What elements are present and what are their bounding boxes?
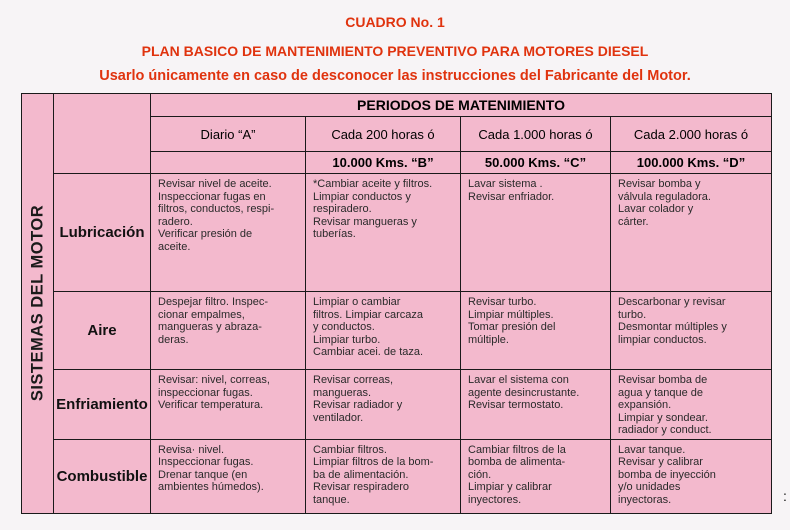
task-line: Despejar filtro. Inspec- bbox=[158, 296, 269, 308]
task-line: y conductos. bbox=[313, 321, 375, 333]
task-line: Revisar enfriador. bbox=[468, 190, 555, 203]
task-cell bbox=[306, 439, 461, 513]
task-line: limpiar conductos. bbox=[618, 333, 707, 346]
document-subtitle: PLAN BASICO DE MANTENIMIENTO PREVENTIVO PARA MOTORES DIESEL bbox=[141, 43, 649, 59]
task-line: válvula reguladora. bbox=[618, 190, 711, 203]
task-line: Limpiar y sondear. bbox=[618, 411, 708, 424]
task-cell bbox=[611, 292, 772, 370]
side-label-cell bbox=[22, 94, 54, 514]
task-line: inspeccionar fugas. bbox=[158, 386, 253, 399]
task-line: filtros. Limpiar carcaza bbox=[313, 308, 424, 321]
task-line: respiradero. bbox=[313, 203, 372, 215]
task-line: tanque. bbox=[313, 493, 350, 506]
task-line: Revisar y calibrar bbox=[618, 456, 703, 468]
system-name: Enfriamiento bbox=[54, 370, 151, 440]
task-line: Limpiar y calibrar bbox=[468, 481, 552, 493]
task-cell bbox=[306, 370, 461, 440]
task-line: Revisar: nivel, correas, bbox=[158, 374, 270, 386]
task-cell bbox=[461, 439, 611, 513]
task-line: Revisar termostato. bbox=[468, 399, 564, 411]
task-cell bbox=[461, 370, 611, 440]
task-line: ba de alimentación. bbox=[313, 468, 409, 481]
system-row bbox=[22, 292, 772, 370]
column-header-d: Cada 2.000 horas ó bbox=[611, 117, 772, 152]
task-line: Inspeccionar fugas. bbox=[158, 456, 254, 468]
task-line: Cambiar filtros de la bbox=[468, 443, 566, 456]
system-row bbox=[22, 370, 772, 440]
task-line: Verificar temperatura. bbox=[158, 399, 264, 411]
system-row bbox=[22, 439, 772, 513]
task-line: inyectoras. bbox=[618, 493, 672, 506]
task-line: ambientes húmedos). bbox=[158, 481, 264, 493]
corner-cell bbox=[54, 94, 151, 174]
task-cell bbox=[151, 292, 306, 370]
column-header-a: Diario “A” bbox=[151, 117, 306, 152]
task-line: Limpiar turbo. bbox=[313, 333, 381, 346]
task-line: Revisar mangueras y bbox=[313, 215, 417, 228]
task-line: Revisa· nivel. bbox=[158, 443, 225, 456]
task-line: mangueras y abraza- bbox=[158, 321, 262, 333]
task-line: Tomar presión del bbox=[468, 321, 556, 333]
task-line: bomba de alimenta- bbox=[468, 456, 566, 468]
document-title: CUADRO No. 1 bbox=[345, 14, 445, 30]
task-line: Lavar tanque. bbox=[618, 443, 686, 456]
task-line: Lavar sistema . bbox=[468, 178, 543, 190]
task-line: ventilador. bbox=[313, 411, 364, 424]
task-line: radero. bbox=[158, 215, 193, 228]
task-line: Limpiar conductos y bbox=[313, 190, 411, 203]
task-line: mangueras. bbox=[313, 386, 372, 399]
system-row bbox=[22, 174, 772, 292]
task-line: ción. bbox=[468, 468, 492, 481]
task-line: filtros, conductos, respi- bbox=[158, 203, 275, 215]
task-line: Descarbonar y revisar bbox=[618, 296, 726, 308]
edge-mark: : bbox=[783, 488, 787, 504]
task-line: turbo. bbox=[618, 308, 647, 321]
task-line: Revisar bomba y bbox=[618, 178, 701, 190]
system-name: Lubricación bbox=[54, 174, 151, 292]
task-line: Drenar tanque (en bbox=[158, 468, 248, 481]
task-line: agente desincrustante. bbox=[468, 386, 580, 399]
maintenance-table bbox=[21, 93, 772, 514]
column-header-c: Cada 1.000 horas ó bbox=[461, 117, 611, 152]
task-cell bbox=[461, 292, 611, 370]
task-cell bbox=[611, 370, 772, 440]
task-line: Limpiar filtros de la bom- bbox=[313, 456, 434, 468]
task-line: bomba de inyección bbox=[618, 468, 716, 481]
task-line: Cambiar acei. de taza. bbox=[313, 346, 424, 358]
column-subheader-c: 50.000 Kms. “C” bbox=[461, 152, 611, 174]
task-line: agua y tanque de bbox=[618, 386, 704, 399]
side-label: SISTEMAS DEL MOTOR bbox=[28, 205, 46, 402]
task-line: Lavar colador y bbox=[618, 203, 694, 215]
task-line: y/o unidades bbox=[618, 481, 681, 493]
task-cell bbox=[306, 292, 461, 370]
task-cell bbox=[611, 174, 772, 292]
periods-header: PERIODOS DE MATENIMIENTO bbox=[151, 94, 772, 117]
task-line: Revisar respiradero bbox=[313, 481, 409, 493]
task-line: tuberías. bbox=[313, 228, 356, 240]
task-line: Revisar correas, bbox=[313, 374, 394, 386]
column-subheader-b: 10.000 Kms. “B” bbox=[306, 152, 461, 174]
column-header-b: Cada 200 horas ó bbox=[306, 117, 461, 152]
task-line: expansión. bbox=[618, 399, 672, 411]
task-line: Revisar radiador y bbox=[313, 399, 403, 411]
task-line: Lavar el sistema con bbox=[468, 374, 569, 386]
task-line: Limpiar o cambiar bbox=[313, 296, 401, 308]
task-line: aceite. bbox=[158, 240, 191, 253]
task-line: deras. bbox=[158, 333, 189, 346]
task-cell bbox=[461, 174, 611, 292]
system-name: Aire bbox=[54, 292, 151, 370]
task-line: inyectores. bbox=[468, 493, 522, 506]
system-name: Combustible bbox=[54, 439, 151, 513]
task-cell bbox=[151, 370, 306, 440]
task-line: Revisar nivel de aceite. bbox=[158, 178, 272, 190]
task-cell bbox=[151, 174, 306, 292]
task-line: cionar empalmes, bbox=[158, 308, 245, 321]
task-line: radiador y conduct. bbox=[618, 424, 712, 436]
task-line: cárter. bbox=[618, 215, 649, 228]
task-cell bbox=[306, 174, 461, 292]
document-note: Usarlo únicamente en caso de desconocer las instrucciones del Fabricante del Motor. bbox=[99, 68, 691, 84]
task-line: Revisar bomba de bbox=[618, 374, 708, 386]
task-line: Verificar presión de bbox=[158, 228, 253, 240]
column-subheader-d: 100.000 Kms. “D” bbox=[611, 152, 772, 174]
task-line: Revisar turbo. bbox=[468, 296, 537, 308]
task-cell bbox=[151, 439, 306, 513]
task-line: Limpiar múltiples. bbox=[468, 308, 554, 321]
task-line: Inspeccionar fugas en bbox=[158, 190, 266, 203]
task-line: múltiple. bbox=[468, 333, 509, 346]
task-line: Cambiar filtros. bbox=[313, 443, 387, 456]
task-line: Desmontar múltiples y bbox=[618, 321, 727, 333]
task-cell bbox=[611, 439, 772, 513]
task-line: *Cambiar aceite y filtros. bbox=[313, 178, 433, 190]
column-subheader-a bbox=[151, 152, 306, 174]
